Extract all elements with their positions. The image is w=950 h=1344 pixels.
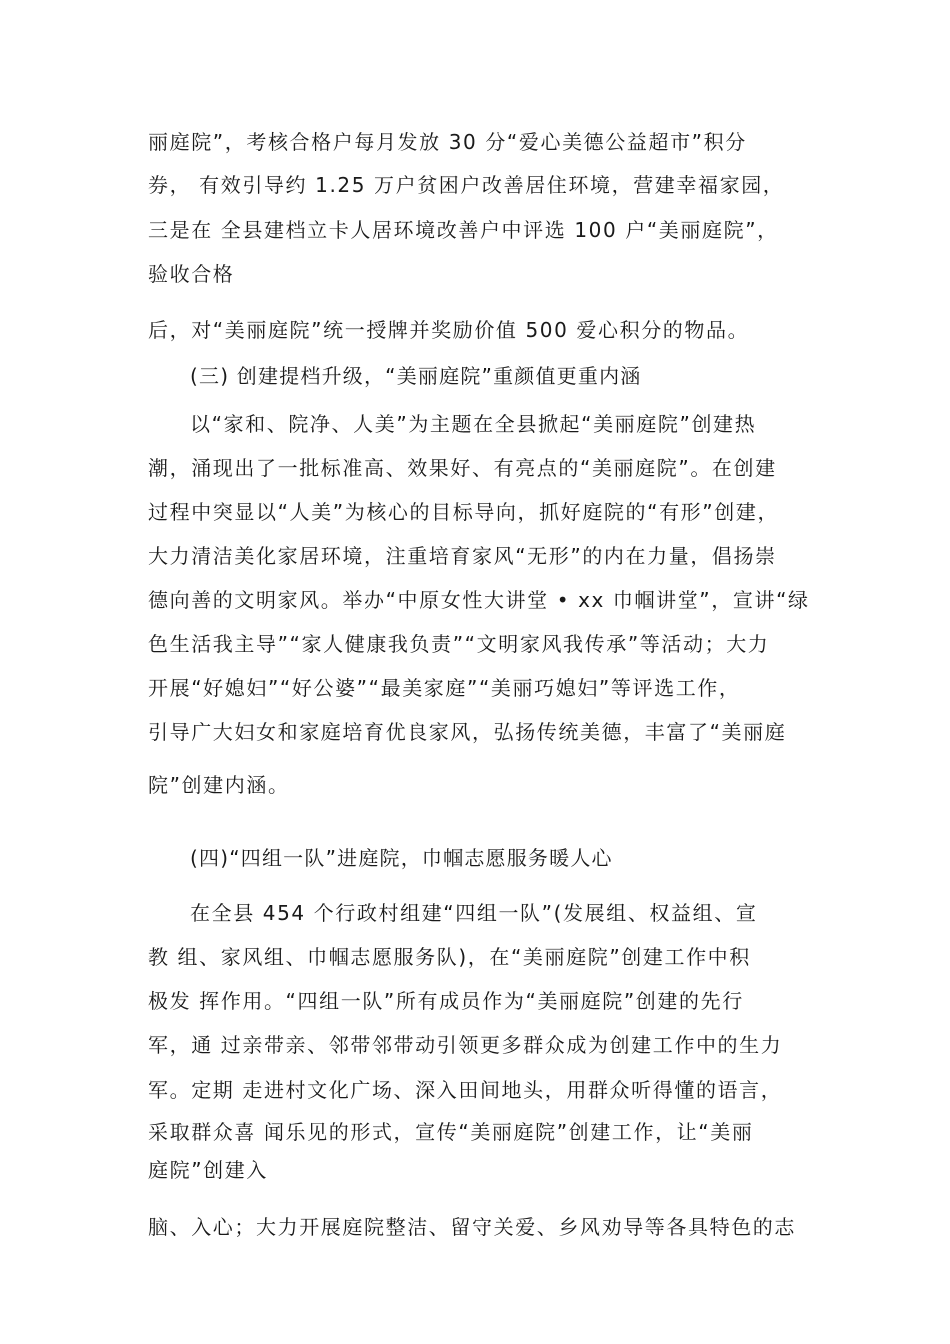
paragraph-line: 开展“好媳妇”“好公婆”“最美家庭”“美丽巧媳妇”等评选工作， xyxy=(148,676,741,700)
paragraph-line: 验收合格 xyxy=(148,262,235,286)
paragraph-line: 过程中突显以“人美”为核心的目标导向，抓好庭院的“有形”创建， xyxy=(148,500,780,524)
paragraph-line: 券， 有效引导约 1.25 万户贫困户改善居住环境，营建幸福家园， xyxy=(148,173,785,197)
section-heading-3: (三) 创建提档升级，“美丽庭院”重颜值更重内涵 xyxy=(190,364,642,388)
paragraph-line: 大力清洁美化家居环境，注重培育家风“无形”的内在力量，倡扬崇 xyxy=(148,544,777,568)
paragraph-line: 脑、入心；大力开展庭院整洁、留守关爱、乡风劝导等各具特色的志 xyxy=(148,1215,796,1239)
paragraph-line: 军。定期 走进村文化广场、深入田间地头，用群众听得懂的语言， xyxy=(148,1078,783,1102)
paragraph-line: 在全县 454 个行政村组建“四组一队”(发展组、权益组、宣 xyxy=(190,901,758,925)
paragraph-line: 潮，涌现出了一批标准高、效果好、有亮点的“美丽庭院”。在创建 xyxy=(148,456,777,480)
paragraph-line: 教 组、家风组、巾帼志愿服务队)，在“美丽庭院”创建工作中积 xyxy=(148,945,751,969)
paragraph-line: 三是在 全县建档立卡人居环境改善户中评选 100 户“美丽庭院”， xyxy=(148,218,779,242)
paragraph-line: 后，对“美丽庭院”统一授牌并奖励价值 500 爱心积分的物品。 xyxy=(148,318,750,342)
paragraph-line: 引导广大妇女和家庭培育优良家风，弘扬传统美德，丰富了“美丽庭 xyxy=(148,720,787,744)
paragraph-line: 院”创建内涵。 xyxy=(148,773,290,797)
paragraph-line: 极发 挥作用。“四组一队”所有成员作为“美丽庭院”创建的先行 xyxy=(148,989,744,1013)
paragraph-line: 色生活我主导”“家人健康我负责”“文明家风我传承”等活动；大力 xyxy=(148,632,770,656)
paragraph-line: 庭院”创建入 xyxy=(148,1158,268,1182)
paragraph-line: 以“家和、院净、人美”为主题在全县掀起“美丽庭院”创建热 xyxy=(190,412,757,436)
paragraph-line: 丽庭院”，考核合格户每月发放 30 分“爱心美德公益超市”积分 xyxy=(148,130,747,154)
paragraph-line: 军，通 过亲带亲、邻带邻带动引领更多群众成为创建工作中的生力 xyxy=(148,1033,783,1057)
paragraph-line: 德向善的文明家风。举办“中原女性大讲堂 • xx 巾帼讲堂”，宣讲“绿 xyxy=(148,588,810,612)
paragraph-line: 采取群众喜 闻乐见的形式，宣传“美丽庭院”创建工作，让“美丽 xyxy=(148,1120,754,1144)
section-heading-4: (四)“四组一队”进庭院，巾帼志愿服务暖人心 xyxy=(190,846,613,870)
